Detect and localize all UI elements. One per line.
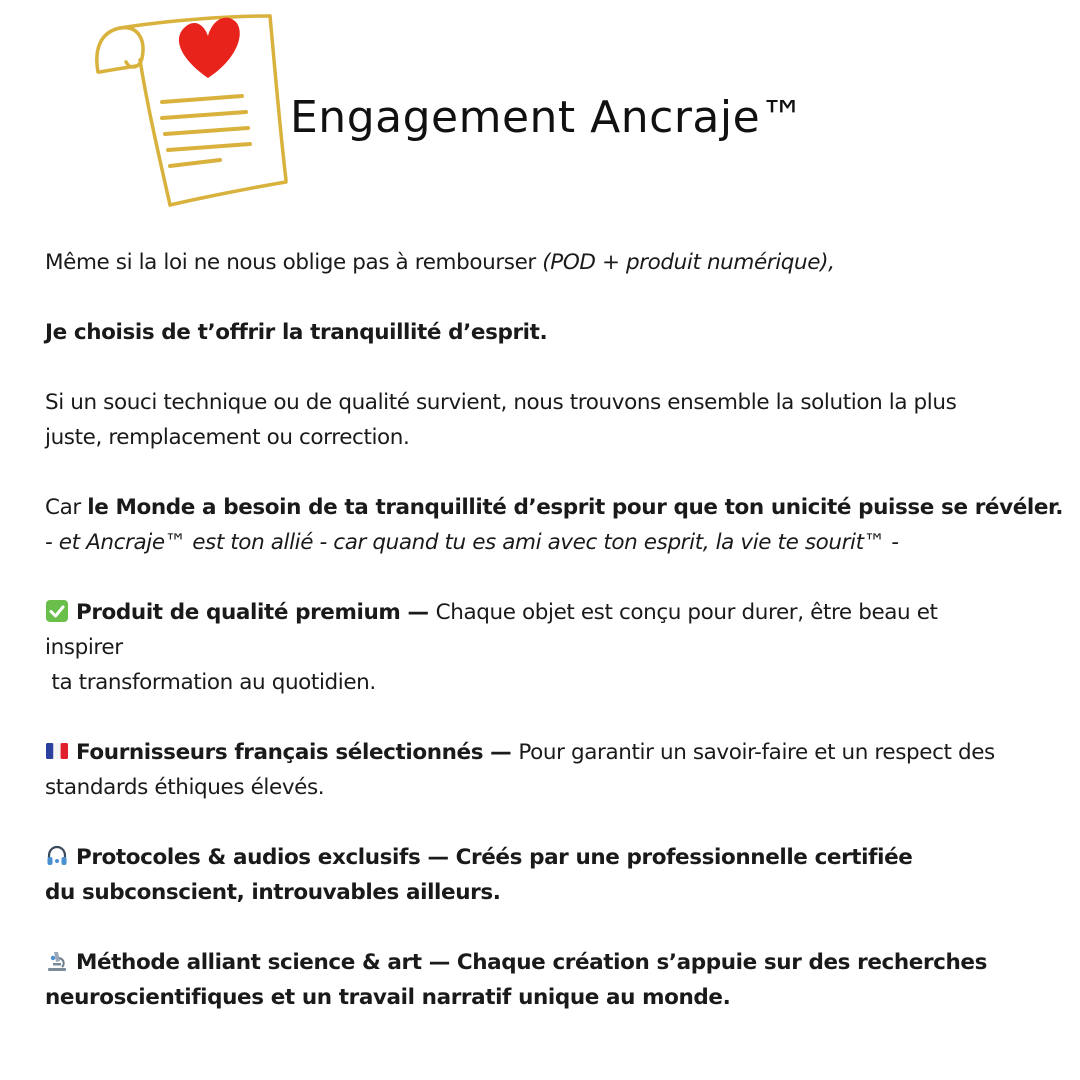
feature-text-line-2: du subconscient, introuvables ailleurs. bbox=[45, 880, 501, 905]
headphones-icon bbox=[45, 844, 69, 868]
feature-text-line-2: standards éthiques élevés. bbox=[45, 775, 325, 800]
feature-text: Chaque objet est conçu pour durer, être beau et bbox=[435, 600, 938, 625]
feature-method bbox=[45, 945, 1075, 1015]
issue-paragraph bbox=[45, 385, 1075, 455]
intro-italic: (POD + produit numérique), bbox=[542, 250, 835, 275]
issue-line-2: juste, remplacement ou correction. bbox=[45, 425, 410, 450]
world-italic: - et Ancraje™ est ton allié - car quand tu es ami avec ton esprit, la vie te sourit™ - bbox=[45, 530, 899, 555]
choice-paragraph: Je choisis de t’offrir la tranquillité d’esprit. bbox=[45, 320, 548, 345]
world-prefix: Car bbox=[45, 495, 88, 520]
feature-text-line-2: inspirer bbox=[45, 635, 123, 660]
france-flag-icon bbox=[45, 739, 69, 763]
feature-title: Produit de qualité premium — bbox=[76, 600, 436, 625]
check-mark-icon bbox=[45, 599, 69, 623]
feature-text: Méthode alliant science & art — Chaque création s’appuie sur des recherches bbox=[76, 950, 987, 975]
feature-suppliers bbox=[45, 735, 1075, 805]
feature-text-line-2: neuroscientifiques et un travail narratif unique au monde. bbox=[45, 985, 731, 1010]
feature-quality bbox=[45, 595, 1075, 700]
content bbox=[45, 245, 1075, 1015]
page-title: Engagement Ancraje™ bbox=[290, 92, 805, 143]
world-bold: le Monde a besoin de ta tranquillité d’esprit pour que ton unicité puisse se révéler. bbox=[87, 495, 1063, 520]
issue-line-1: Si un souci technique ou de qualité survient, nous trouvons ensemble la solution la plus bbox=[45, 390, 957, 415]
feature-text: Pour garantir un savoir-faire et un respect des bbox=[518, 740, 995, 765]
intro-text: Même si la loi ne nous oblige pas à rembourser bbox=[45, 250, 543, 275]
scroll-heart-logo bbox=[90, 10, 290, 215]
microscope-icon bbox=[45, 949, 69, 973]
feature-text: Protocoles & audios exclusifs — Créés par une professionnelle certifiée bbox=[76, 845, 913, 870]
feature-text-line-3: ta transformation au quotidien. bbox=[45, 670, 376, 695]
feature-title: Fournisseurs français sélectionnés — bbox=[76, 740, 519, 765]
feature-audios bbox=[45, 840, 1075, 910]
intro-paragraph bbox=[45, 245, 1075, 280]
world-paragraph bbox=[45, 490, 1075, 560]
